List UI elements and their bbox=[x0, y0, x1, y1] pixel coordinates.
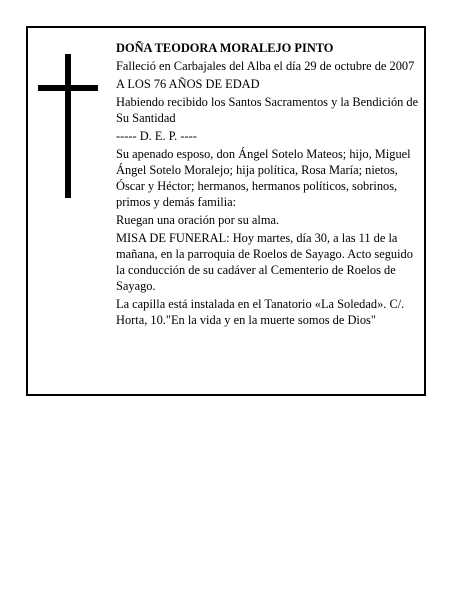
age-line: A LOS 76 AÑOS DE EDAD bbox=[116, 77, 260, 91]
chapel-info: La capilla está instalada en el Tanatorio «La Soledad». C/. Horta, 10."En la vida y en la muerte somos de Dios" bbox=[116, 297, 405, 327]
prayer-request: Ruegan una oración por su alma. bbox=[116, 213, 280, 227]
rip-line: ----- D. E. P. ---- bbox=[116, 129, 197, 143]
latin-cross-icon bbox=[38, 54, 98, 198]
cross-horizontal-bar bbox=[38, 85, 98, 91]
notice-text bbox=[116, 40, 422, 330]
family-line: Su apenado esposo, don Ángel Sotelo Mateos; hijo, Miguel Ángel Sotelo Moralejo; hija política, Rosa María; nietos, Óscar y Héctor; hermanos, hermanos políticos, sobrinos, primos y demás familia: bbox=[116, 147, 411, 209]
sacraments-line: Habiendo recibido los Santos Sacramentos y la Bendición de Su Santidad bbox=[116, 95, 419, 125]
cross-vertical-bar bbox=[65, 54, 71, 198]
funeral-mass-info: MISA DE FUNERAL: Hoy martes, día 30, a las 11 de la mañana, en la parroquia de Roelos de Sayago. Acto seguido la conducción de su cadáver al Cementerio de Roelos de Sayago. bbox=[116, 231, 413, 293]
death-place-date: Falleció en Carbajales del Alba el día 29 de octubre de 2007 bbox=[116, 59, 415, 73]
deceased-name: DOÑA TEODORA MORALEJO PINTO bbox=[116, 41, 334, 55]
obituary-notice bbox=[26, 26, 426, 396]
